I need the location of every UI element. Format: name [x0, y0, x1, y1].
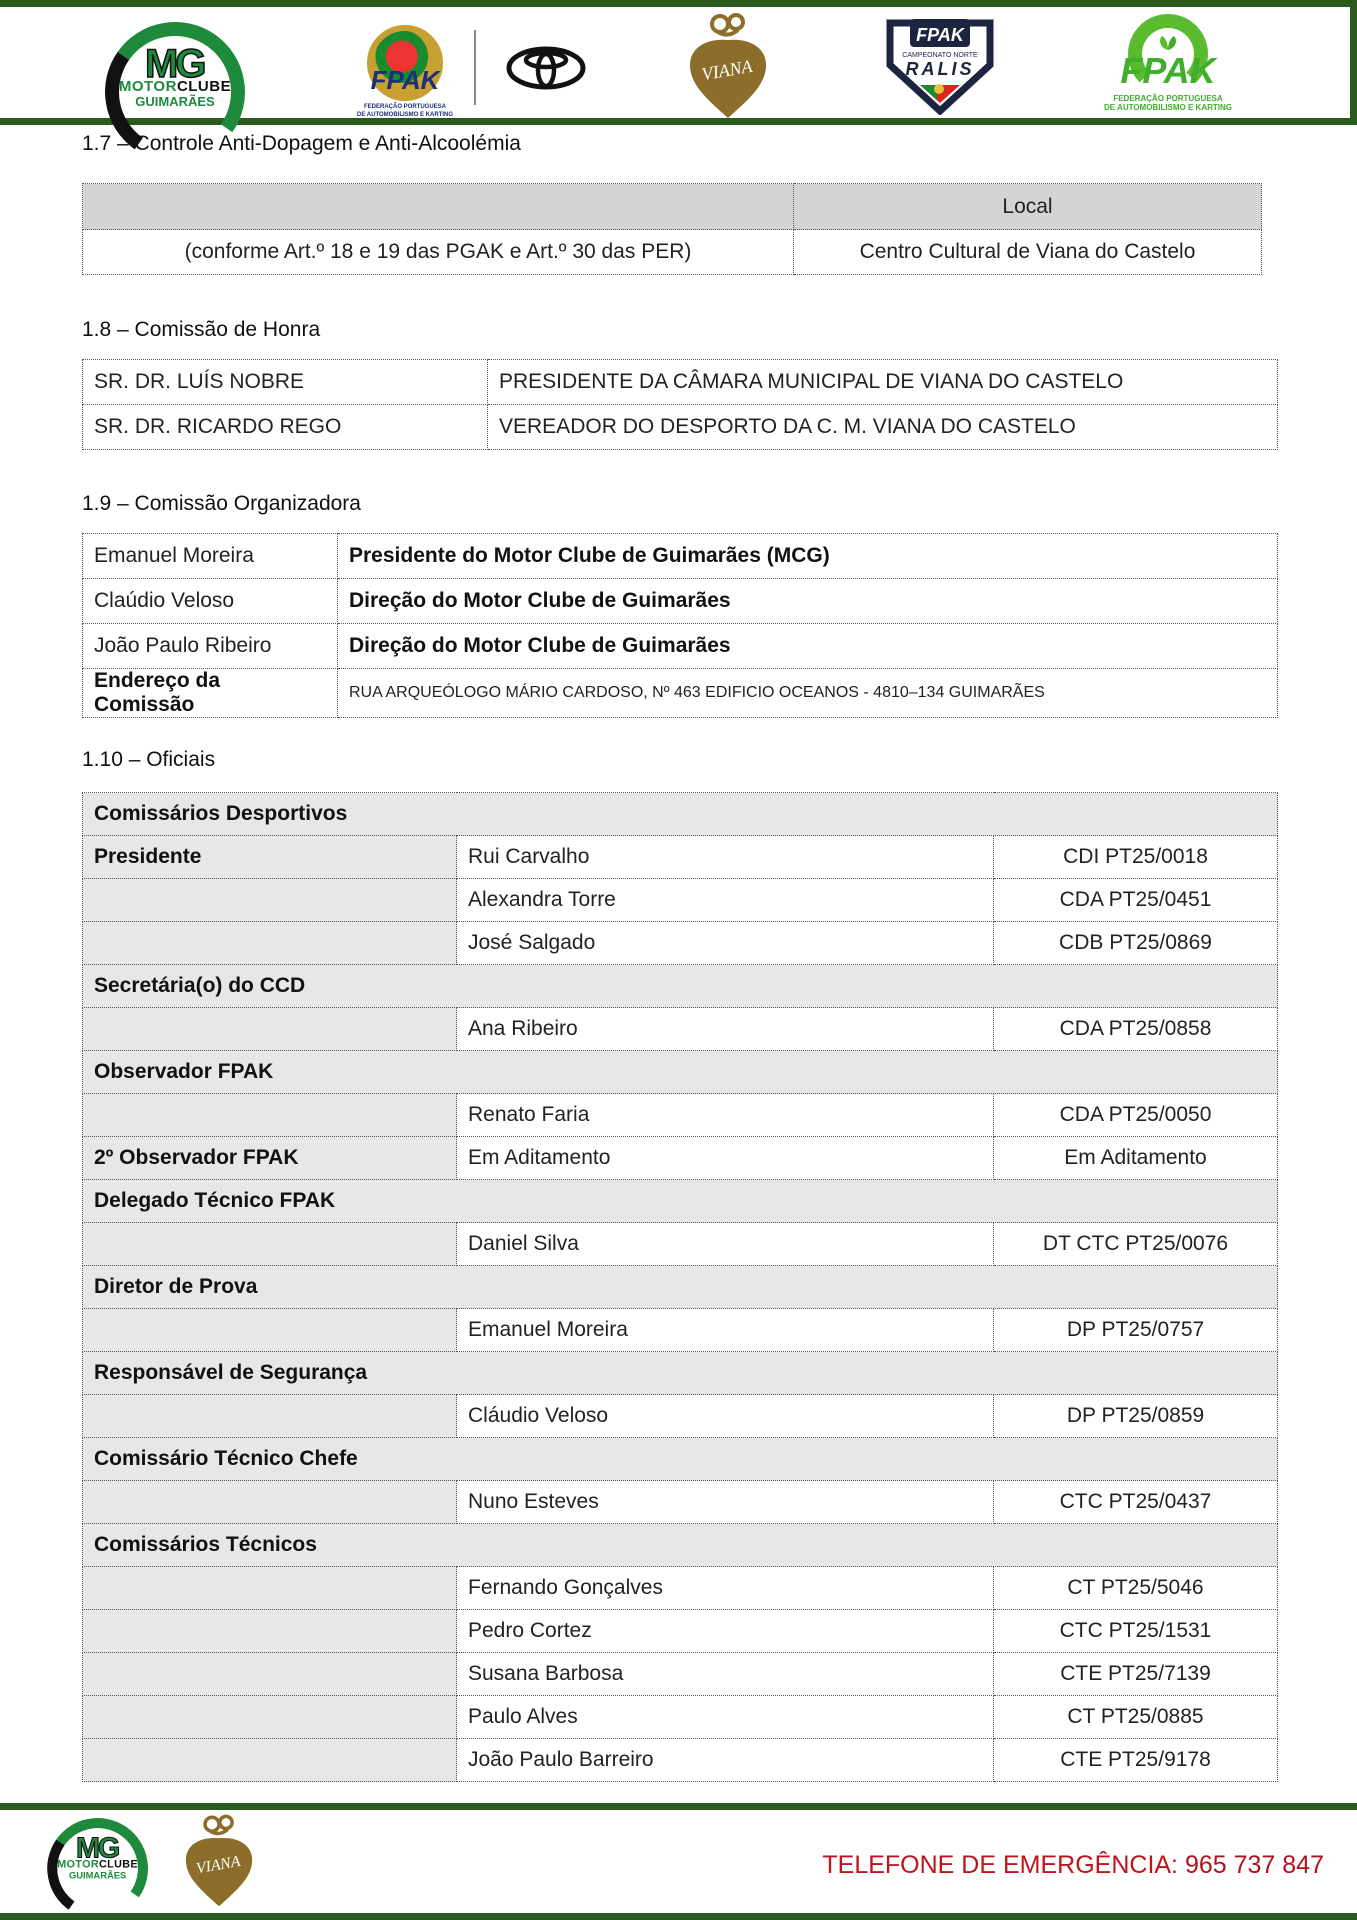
svg-text:RALIS: RALIS — [905, 59, 975, 79]
official-name: Fernando Gonçalves — [457, 1567, 994, 1610]
footer-viana-logo — [180, 1812, 258, 1908]
official-row — [83, 1481, 1278, 1524]
official-role — [83, 1567, 457, 1610]
group-header-row — [83, 793, 1278, 836]
official-name: Nuno Esteves — [457, 1481, 994, 1524]
table-row — [83, 360, 1278, 405]
official-license: CTC PT25/0437 — [994, 1481, 1278, 1524]
official-row — [83, 1653, 1278, 1696]
official-name: Pedro Cortez — [457, 1610, 994, 1653]
leaf-icon — [1158, 36, 1178, 50]
fpak-green-word: FPAK — [1120, 50, 1216, 91]
official-license: CT PT25/5046 — [994, 1567, 1278, 1610]
motorclube-guimaraes-logo — [95, 22, 255, 112]
official-role — [83, 1696, 457, 1739]
phone-number: 965 737 847 — [1178, 1851, 1324, 1879]
honor-committee-table — [82, 359, 1278, 450]
header-cell-local: Local — [794, 184, 1262, 230]
official-row — [83, 1696, 1278, 1739]
member-role: Direção do Motor Clube de Guimarães — [338, 579, 1278, 624]
official-row — [83, 1094, 1278, 1137]
svg-text:FPAK: FPAK — [916, 25, 964, 45]
mcg-line1: MOTORCLUBE — [118, 78, 232, 95]
group-label: Delegado Técnico FPAK — [83, 1180, 1278, 1223]
officials-table — [82, 792, 1278, 1782]
official-row — [83, 836, 1278, 879]
official-license: DP PT25/0859 — [994, 1395, 1278, 1438]
section-1-8-title: 1.8 – Comissão de Honra — [82, 318, 321, 341]
mcg-mark: MG — [76, 1832, 119, 1865]
official-role — [83, 1309, 457, 1352]
section-1-9-title: 1.9 – Comissão Organizadora — [82, 492, 361, 515]
official-license: CDA PT25/0451 — [994, 879, 1278, 922]
location-cell: Centro Cultural de Viana do Castelo — [794, 230, 1262, 275]
viana-heart-icon — [688, 10, 768, 120]
member-role: VEREADOR DO DESPORTO DA C. M. VIANA DO CASTELO — [488, 405, 1278, 450]
table-row — [83, 624, 1278, 669]
group-label: Comissário Técnico Chefe — [83, 1438, 1278, 1481]
fpak-sub: FEDERAÇÃO PORTUGUESA DE AUTOMOBILISMO E KARTING — [357, 104, 453, 118]
group-label: Comissários Desportivos — [83, 793, 1278, 836]
official-row — [83, 1610, 1278, 1653]
member-name: Claúdio Veloso — [83, 579, 338, 624]
official-role — [83, 1610, 457, 1653]
official-row — [83, 922, 1278, 965]
member-name: SR. DR. RICARDO REGO — [83, 405, 488, 450]
official-license: CDB PT25/0869 — [994, 922, 1278, 965]
reference-cell: (conforme Art.º 18 e 19 das PGAK e Art.º 30 das PER) — [83, 230, 794, 275]
group-header-row — [83, 1266, 1278, 1309]
table-row — [83, 405, 1278, 450]
official-role — [83, 879, 457, 922]
official-role: 2º Observador FPAK — [83, 1137, 457, 1180]
mcg-mark: MG — [145, 42, 204, 86]
address-label: Endereço da Comissão — [83, 669, 338, 718]
official-license: Em Aditamento — [994, 1137, 1278, 1180]
emergency-phone — [822, 1851, 1324, 1880]
group-header-row — [83, 1524, 1278, 1567]
table-row — [83, 534, 1278, 579]
official-row — [83, 1137, 1278, 1180]
official-role — [83, 1395, 457, 1438]
shield-icon — [875, 15, 1005, 115]
toyota-icon — [506, 46, 586, 90]
group-header-row — [83, 965, 1278, 1008]
official-role — [83, 1223, 457, 1266]
mcg-line2: GUIMARÃES — [135, 94, 215, 109]
member-role: Direção do Motor Clube de Guimarães — [338, 624, 1278, 669]
official-row — [83, 1223, 1278, 1266]
official-license: DT CTC PT25/0076 — [994, 1223, 1278, 1266]
section-1-10-title: 1.10 – Oficiais — [82, 748, 216, 771]
group-label: Responsável de Segurança — [83, 1352, 1278, 1395]
official-license: CT PT25/0885 — [994, 1696, 1278, 1739]
official-row — [83, 1567, 1278, 1610]
toyota-logo — [506, 46, 586, 90]
official-role — [83, 1094, 457, 1137]
group-label: Secretária(o) do CCD — [83, 965, 1278, 1008]
fpak-ralis-logo — [875, 15, 1005, 115]
official-row — [83, 1008, 1278, 1051]
address-value: RUA ARQUEÓLOGO MÁRIO CARDOSO, Nº 463 EDIFICIO OCEANOS - 4810–134 GUIMARÃES — [338, 669, 1278, 718]
group-header-row — [83, 1051, 1278, 1094]
member-role: PRESIDENTE DA CÂMARA MUNICIPAL DE VIANA DO CASTELO — [488, 360, 1278, 405]
official-license: CTE PT25/9178 — [994, 1739, 1278, 1782]
official-name: José Salgado — [457, 922, 994, 965]
official-license: CTE PT25/7139 — [994, 1653, 1278, 1696]
official-name: Em Aditamento — [457, 1137, 994, 1180]
mcg-line1: MOTORCLUBE — [57, 1858, 138, 1871]
svg-text:VIANA: VIANA — [194, 1852, 242, 1878]
official-row — [83, 1309, 1278, 1352]
member-name: João Paulo Ribeiro — [83, 624, 338, 669]
group-label: Diretor de Prova — [83, 1266, 1278, 1309]
official-role — [83, 922, 457, 965]
official-name: Emanuel Moreira — [457, 1309, 994, 1352]
fpak-word: FPAK — [370, 65, 440, 95]
viana-logo — [688, 10, 768, 120]
organizing-committee-table — [82, 533, 1278, 718]
group-label: Comissários Técnicos — [83, 1524, 1278, 1567]
official-name: Ana Ribeiro — [457, 1008, 994, 1051]
official-license: CTC PT25/1531 — [994, 1610, 1278, 1653]
official-license: CDI PT25/0018 — [994, 836, 1278, 879]
footer-motorclube-logo — [40, 1818, 155, 1883]
official-license: CDA PT25/0858 — [994, 1008, 1278, 1051]
table-row — [83, 579, 1278, 624]
official-license: CDA PT25/0050 — [994, 1094, 1278, 1137]
fpak-green-logo — [1098, 14, 1238, 114]
official-name: Susana Barbosa — [457, 1653, 994, 1696]
official-name: Paulo Alves — [457, 1696, 994, 1739]
official-row — [83, 1395, 1278, 1438]
header-cell-empty — [83, 184, 794, 230]
official-name: Renato Faria — [457, 1094, 994, 1137]
fpak-federation-logo — [350, 25, 460, 125]
logo-divider — [474, 30, 476, 105]
anti-doping-table — [82, 183, 1262, 275]
official-row — [83, 879, 1278, 922]
group-header-row — [83, 1438, 1278, 1481]
group-header-row — [83, 1180, 1278, 1223]
phone-label: TELEFONE DE EMERGÊNCIA: — [822, 1851, 1179, 1879]
official-row — [83, 1739, 1278, 1782]
section-1-7-title: 1.7 – Controle Anti-Dopagem e Anti-Alcoolémia — [82, 132, 521, 155]
member-name: Emanuel Moreira — [83, 534, 338, 579]
official-role — [83, 1008, 457, 1051]
address-row — [83, 669, 1278, 718]
official-role: Presidente — [83, 836, 457, 879]
official-license: DP PT25/0757 — [994, 1309, 1278, 1352]
member-role: Presidente do Motor Clube de Guimarães (MCG) — [338, 534, 1278, 579]
group-header-row — [83, 1352, 1278, 1395]
svg-text:CAMPEONATO NORTE: CAMPEONATO NORTE — [902, 52, 978, 59]
group-label: Observador FPAK — [83, 1051, 1278, 1094]
official-role — [83, 1653, 457, 1696]
official-name: Alexandra Torre — [457, 879, 994, 922]
table-row — [83, 230, 1262, 275]
official-name: Rui Carvalho — [457, 836, 994, 879]
official-name: Daniel Silva — [457, 1223, 994, 1266]
mcg-line2: GUIMARÃES — [68, 1869, 127, 1881]
member-name: SR. DR. LUÍS NOBRE — [83, 360, 488, 405]
official-name: João Paulo Barreiro — [457, 1739, 994, 1782]
table-header-row — [83, 184, 1262, 230]
fpak-green-sub: FEDERAÇÃO PORTUGUESA DE AUTOMOBILISMO E KARTING — [1104, 94, 1232, 112]
official-name: Cláudio Veloso — [457, 1395, 994, 1438]
official-role — [83, 1481, 457, 1524]
svg-text:VIANA: VIANA — [700, 55, 754, 85]
viana-heart-icon — [180, 1812, 258, 1908]
official-role — [83, 1739, 457, 1782]
